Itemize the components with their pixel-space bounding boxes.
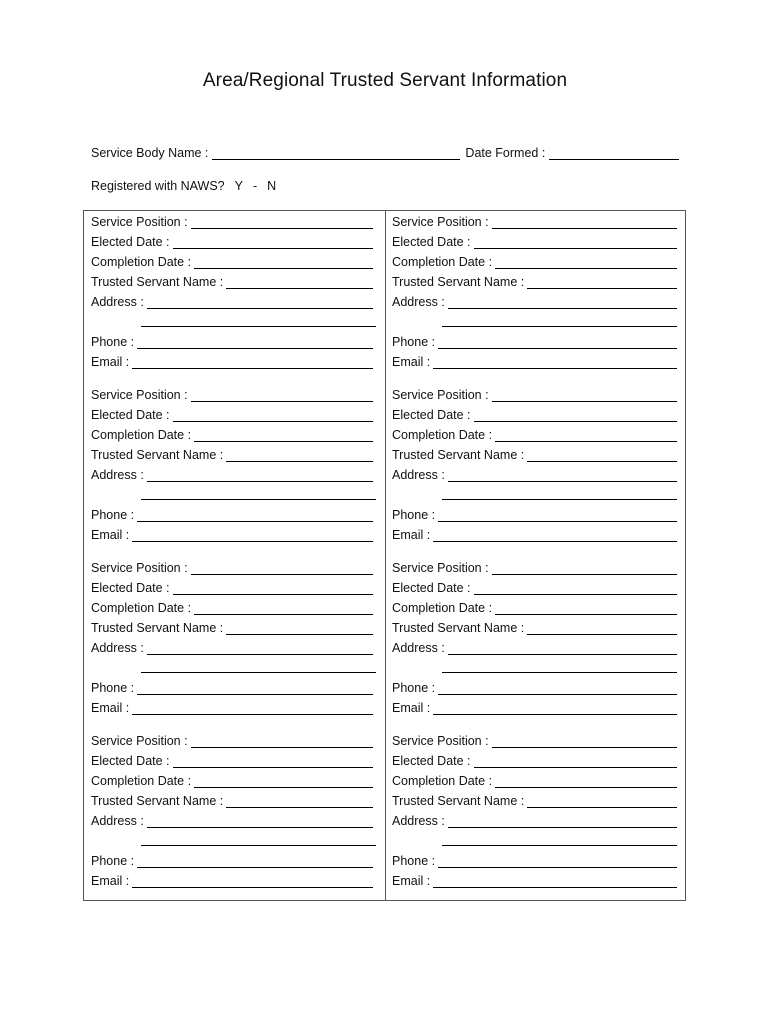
phone-label: Phone : — [392, 854, 436, 868]
phone-field[interactable] — [438, 509, 677, 522]
address-field[interactable] — [147, 642, 373, 655]
email-field[interactable] — [132, 875, 373, 888]
trusted-servant-name-field[interactable] — [527, 795, 677, 808]
address-label: Address : — [91, 814, 144, 828]
completion-date-field[interactable] — [194, 775, 373, 788]
address-label: Address : — [91, 468, 144, 482]
trusted-servant-name-row — [392, 446, 688, 462]
servant-record — [91, 384, 387, 557]
address-line-2-field[interactable] — [141, 672, 376, 673]
elected-date-label: Elected Date : — [392, 408, 471, 422]
elected-date-field[interactable] — [474, 409, 677, 422]
servant-record — [392, 211, 688, 384]
servant-record — [392, 730, 688, 903]
trusted-servant-name-label: Trusted Servant Name : — [392, 448, 525, 462]
elected-date-field[interactable] — [474, 582, 677, 595]
completion-date-row — [392, 426, 688, 442]
address-line-2-field[interactable] — [442, 672, 677, 673]
trusted-servant-name-row — [91, 273, 387, 289]
completion-date-row — [91, 772, 387, 788]
phone-row — [91, 333, 387, 349]
phone-row — [392, 333, 688, 349]
trusted-servant-name-field[interactable] — [226, 795, 373, 808]
service-position-field[interactable] — [191, 562, 373, 575]
service-position-label: Service Position : — [392, 734, 489, 748]
completion-date-row — [392, 599, 688, 615]
email-row — [91, 872, 387, 888]
completion-date-label: Completion Date : — [392, 774, 493, 788]
trusted-servant-name-row — [91, 619, 387, 635]
email-field[interactable] — [132, 356, 373, 369]
service-body-label: Service Body Name : — [91, 146, 209, 160]
service-position-label: Service Position : — [392, 215, 489, 229]
email-label: Email : — [392, 701, 431, 715]
service-position-row — [392, 559, 688, 575]
email-field[interactable] — [433, 702, 677, 715]
elected-date-field[interactable] — [474, 236, 677, 249]
page-title: Area/Regional Trusted Servant Information — [202, 70, 568, 91]
trusted-servant-name-label: Trusted Servant Name : — [392, 621, 525, 635]
trusted-servant-name-row — [91, 446, 387, 462]
email-label: Email : — [392, 528, 431, 542]
service-position-label: Service Position : — [91, 561, 188, 575]
email-row — [91, 699, 387, 715]
address-row — [392, 639, 688, 655]
address-line-2-field[interactable] — [442, 499, 677, 500]
completion-date-label: Completion Date : — [91, 428, 192, 442]
date-formed-label: Date Formed : — [465, 146, 546, 160]
phone-label: Phone : — [91, 854, 135, 868]
service-body-row — [91, 146, 691, 160]
date-formed-field[interactable] — [549, 146, 679, 160]
service-position-row — [392, 386, 688, 402]
service-position-row — [91, 732, 387, 748]
trusted-servant-name-row — [392, 792, 688, 808]
service-position-row — [91, 559, 387, 575]
completion-date-field[interactable] — [194, 256, 373, 269]
completion-date-field[interactable] — [495, 775, 677, 788]
completion-date-label: Completion Date : — [91, 774, 192, 788]
trusted-servant-name-field[interactable] — [226, 622, 373, 635]
email-label: Email : — [91, 874, 130, 888]
naws-separator: - — [252, 179, 258, 193]
address-row — [392, 466, 688, 482]
completion-date-row — [91, 253, 387, 269]
phone-field[interactable] — [137, 336, 373, 349]
phone-field[interactable] — [137, 509, 373, 522]
elected-date-row — [91, 233, 387, 249]
completion-date-label: Completion Date : — [91, 601, 192, 615]
service-position-label: Service Position : — [392, 388, 489, 402]
servant-record — [392, 557, 688, 730]
service-position-field[interactable] — [191, 216, 373, 229]
phone-label: Phone : — [91, 335, 135, 349]
servant-record — [91, 730, 387, 903]
phone-row — [392, 506, 688, 522]
elected-date-field[interactable] — [173, 582, 373, 595]
elected-date-row — [392, 579, 688, 595]
address-field[interactable] — [147, 296, 373, 309]
email-label: Email : — [91, 701, 130, 715]
elected-date-field[interactable] — [173, 755, 373, 768]
elected-date-row — [91, 752, 387, 768]
elected-date-field[interactable] — [474, 755, 677, 768]
phone-label: Phone : — [392, 508, 436, 522]
trusted-servant-name-label: Trusted Servant Name : — [392, 275, 525, 289]
service-position-field[interactable] — [191, 735, 373, 748]
completion-date-label: Completion Date : — [392, 601, 493, 615]
email-row — [392, 699, 688, 715]
right-column — [392, 211, 688, 903]
address-line-2-field[interactable] — [442, 845, 677, 846]
address-label: Address : — [392, 641, 445, 655]
address-row — [91, 466, 387, 482]
trusted-servant-name-field[interactable] — [527, 622, 677, 635]
left-column — [91, 211, 387, 903]
completion-date-field[interactable] — [495, 429, 677, 442]
email-row — [91, 353, 387, 369]
completion-date-field[interactable] — [194, 602, 373, 615]
naws-yes[interactable]: Y — [234, 179, 243, 193]
address-field[interactable] — [448, 469, 677, 482]
trusted-servant-name-label: Trusted Servant Name : — [392, 794, 525, 808]
address-field[interactable] — [147, 815, 373, 828]
address-row — [91, 812, 387, 828]
completion-date-label: Completion Date : — [392, 428, 493, 442]
completion-date-label: Completion Date : — [91, 255, 192, 269]
phone-label: Phone : — [91, 508, 135, 522]
phone-row — [392, 852, 688, 868]
elected-date-row — [392, 406, 688, 422]
completion-date-row — [91, 426, 387, 442]
elected-date-field[interactable] — [173, 409, 373, 422]
email-field[interactable] — [132, 529, 373, 542]
naws-label: Registered with NAWS? — [91, 179, 225, 193]
service-position-field[interactable] — [492, 216, 677, 229]
trusted-servant-name-row — [392, 619, 688, 635]
address-label: Address : — [91, 295, 144, 309]
address-line-2-field[interactable] — [141, 499, 376, 500]
elected-date-label: Elected Date : — [91, 581, 170, 595]
trusted-servant-name-field[interactable] — [226, 276, 373, 289]
service-position-field[interactable] — [191, 389, 373, 402]
elected-date-label: Elected Date : — [91, 754, 170, 768]
phone-field[interactable] — [438, 682, 677, 695]
service-position-row — [392, 213, 688, 229]
address-field[interactable] — [147, 469, 373, 482]
address-label: Address : — [392, 468, 445, 482]
email-field[interactable] — [433, 529, 677, 542]
trusted-servant-name-row — [392, 273, 688, 289]
address-line-2-field[interactable] — [442, 326, 677, 327]
phone-row — [392, 679, 688, 695]
email-label: Email : — [392, 874, 431, 888]
email-label: Email : — [91, 355, 130, 369]
phone-row — [91, 852, 387, 868]
completion-date-row — [392, 253, 688, 269]
address-row — [392, 812, 688, 828]
elected-date-field[interactable] — [173, 236, 373, 249]
service-body-field[interactable] — [212, 146, 460, 160]
service-position-row — [91, 213, 387, 229]
trusted-servant-name-label: Trusted Servant Name : — [91, 275, 224, 289]
address-field[interactable] — [448, 815, 677, 828]
trusted-servant-name-label: Trusted Servant Name : — [91, 448, 224, 462]
address-field[interactable] — [448, 642, 677, 655]
completion-date-field[interactable] — [194, 429, 373, 442]
address-row — [91, 293, 387, 309]
service-position-label: Service Position : — [91, 388, 188, 402]
service-position-label: Service Position : — [91, 734, 188, 748]
naws-no[interactable]: N — [267, 179, 277, 193]
email-field[interactable] — [433, 875, 677, 888]
email-field[interactable] — [132, 702, 373, 715]
phone-label: Phone : — [392, 335, 436, 349]
email-row — [91, 526, 387, 542]
address-label: Address : — [392, 295, 445, 309]
trusted-servant-name-label: Trusted Servant Name : — [91, 621, 224, 635]
service-position-field[interactable] — [492, 735, 677, 748]
phone-field[interactable] — [438, 855, 677, 868]
service-position-row — [91, 386, 387, 402]
elected-date-row — [392, 233, 688, 249]
trusted-servant-name-row — [91, 792, 387, 808]
email-field[interactable] — [433, 356, 677, 369]
elected-date-label: Elected Date : — [91, 235, 170, 249]
service-position-label: Service Position : — [91, 215, 188, 229]
phone-label: Phone : — [392, 681, 436, 695]
email-row — [392, 526, 688, 542]
elected-date-row — [392, 752, 688, 768]
email-row — [392, 872, 688, 888]
phone-label: Phone : — [91, 681, 135, 695]
email-label: Email : — [392, 355, 431, 369]
service-position-field[interactable] — [492, 562, 677, 575]
phone-row — [91, 679, 387, 695]
address-line-2-field[interactable] — [141, 845, 376, 846]
completion-date-label: Completion Date : — [392, 255, 493, 269]
naws-row — [91, 179, 691, 193]
phone-field[interactable] — [137, 682, 373, 695]
completion-date-field[interactable] — [495, 256, 677, 269]
completion-date-field[interactable] — [495, 602, 677, 615]
address-field[interactable] — [448, 296, 677, 309]
service-position-label: Service Position : — [392, 561, 489, 575]
servant-record — [91, 557, 387, 730]
trusted-servant-name-field[interactable] — [527, 449, 677, 462]
email-label: Email : — [91, 528, 130, 542]
phone-field[interactable] — [137, 855, 373, 868]
trusted-servant-name-field[interactable] — [226, 449, 373, 462]
elected-date-row — [91, 579, 387, 595]
service-position-row — [392, 732, 688, 748]
email-row — [392, 353, 688, 369]
address-row — [392, 293, 688, 309]
completion-date-row — [91, 599, 387, 615]
elected-date-label: Elected Date : — [392, 235, 471, 249]
elected-date-row — [91, 406, 387, 422]
phone-field[interactable] — [438, 336, 677, 349]
address-line-2-field[interactable] — [141, 326, 376, 327]
elected-date-label: Elected Date : — [91, 408, 170, 422]
trusted-servant-name-field[interactable] — [527, 276, 677, 289]
elected-date-label: Elected Date : — [392, 581, 471, 595]
elected-date-label: Elected Date : — [392, 754, 471, 768]
servant-record — [91, 211, 387, 384]
servant-record — [392, 384, 688, 557]
completion-date-row — [392, 772, 688, 788]
phone-row — [91, 506, 387, 522]
address-label: Address : — [91, 641, 144, 655]
address-label: Address : — [392, 814, 445, 828]
service-position-field[interactable] — [492, 389, 677, 402]
address-row — [91, 639, 387, 655]
trusted-servant-name-label: Trusted Servant Name : — [91, 794, 224, 808]
trusted-servant-grid — [83, 210, 686, 901]
